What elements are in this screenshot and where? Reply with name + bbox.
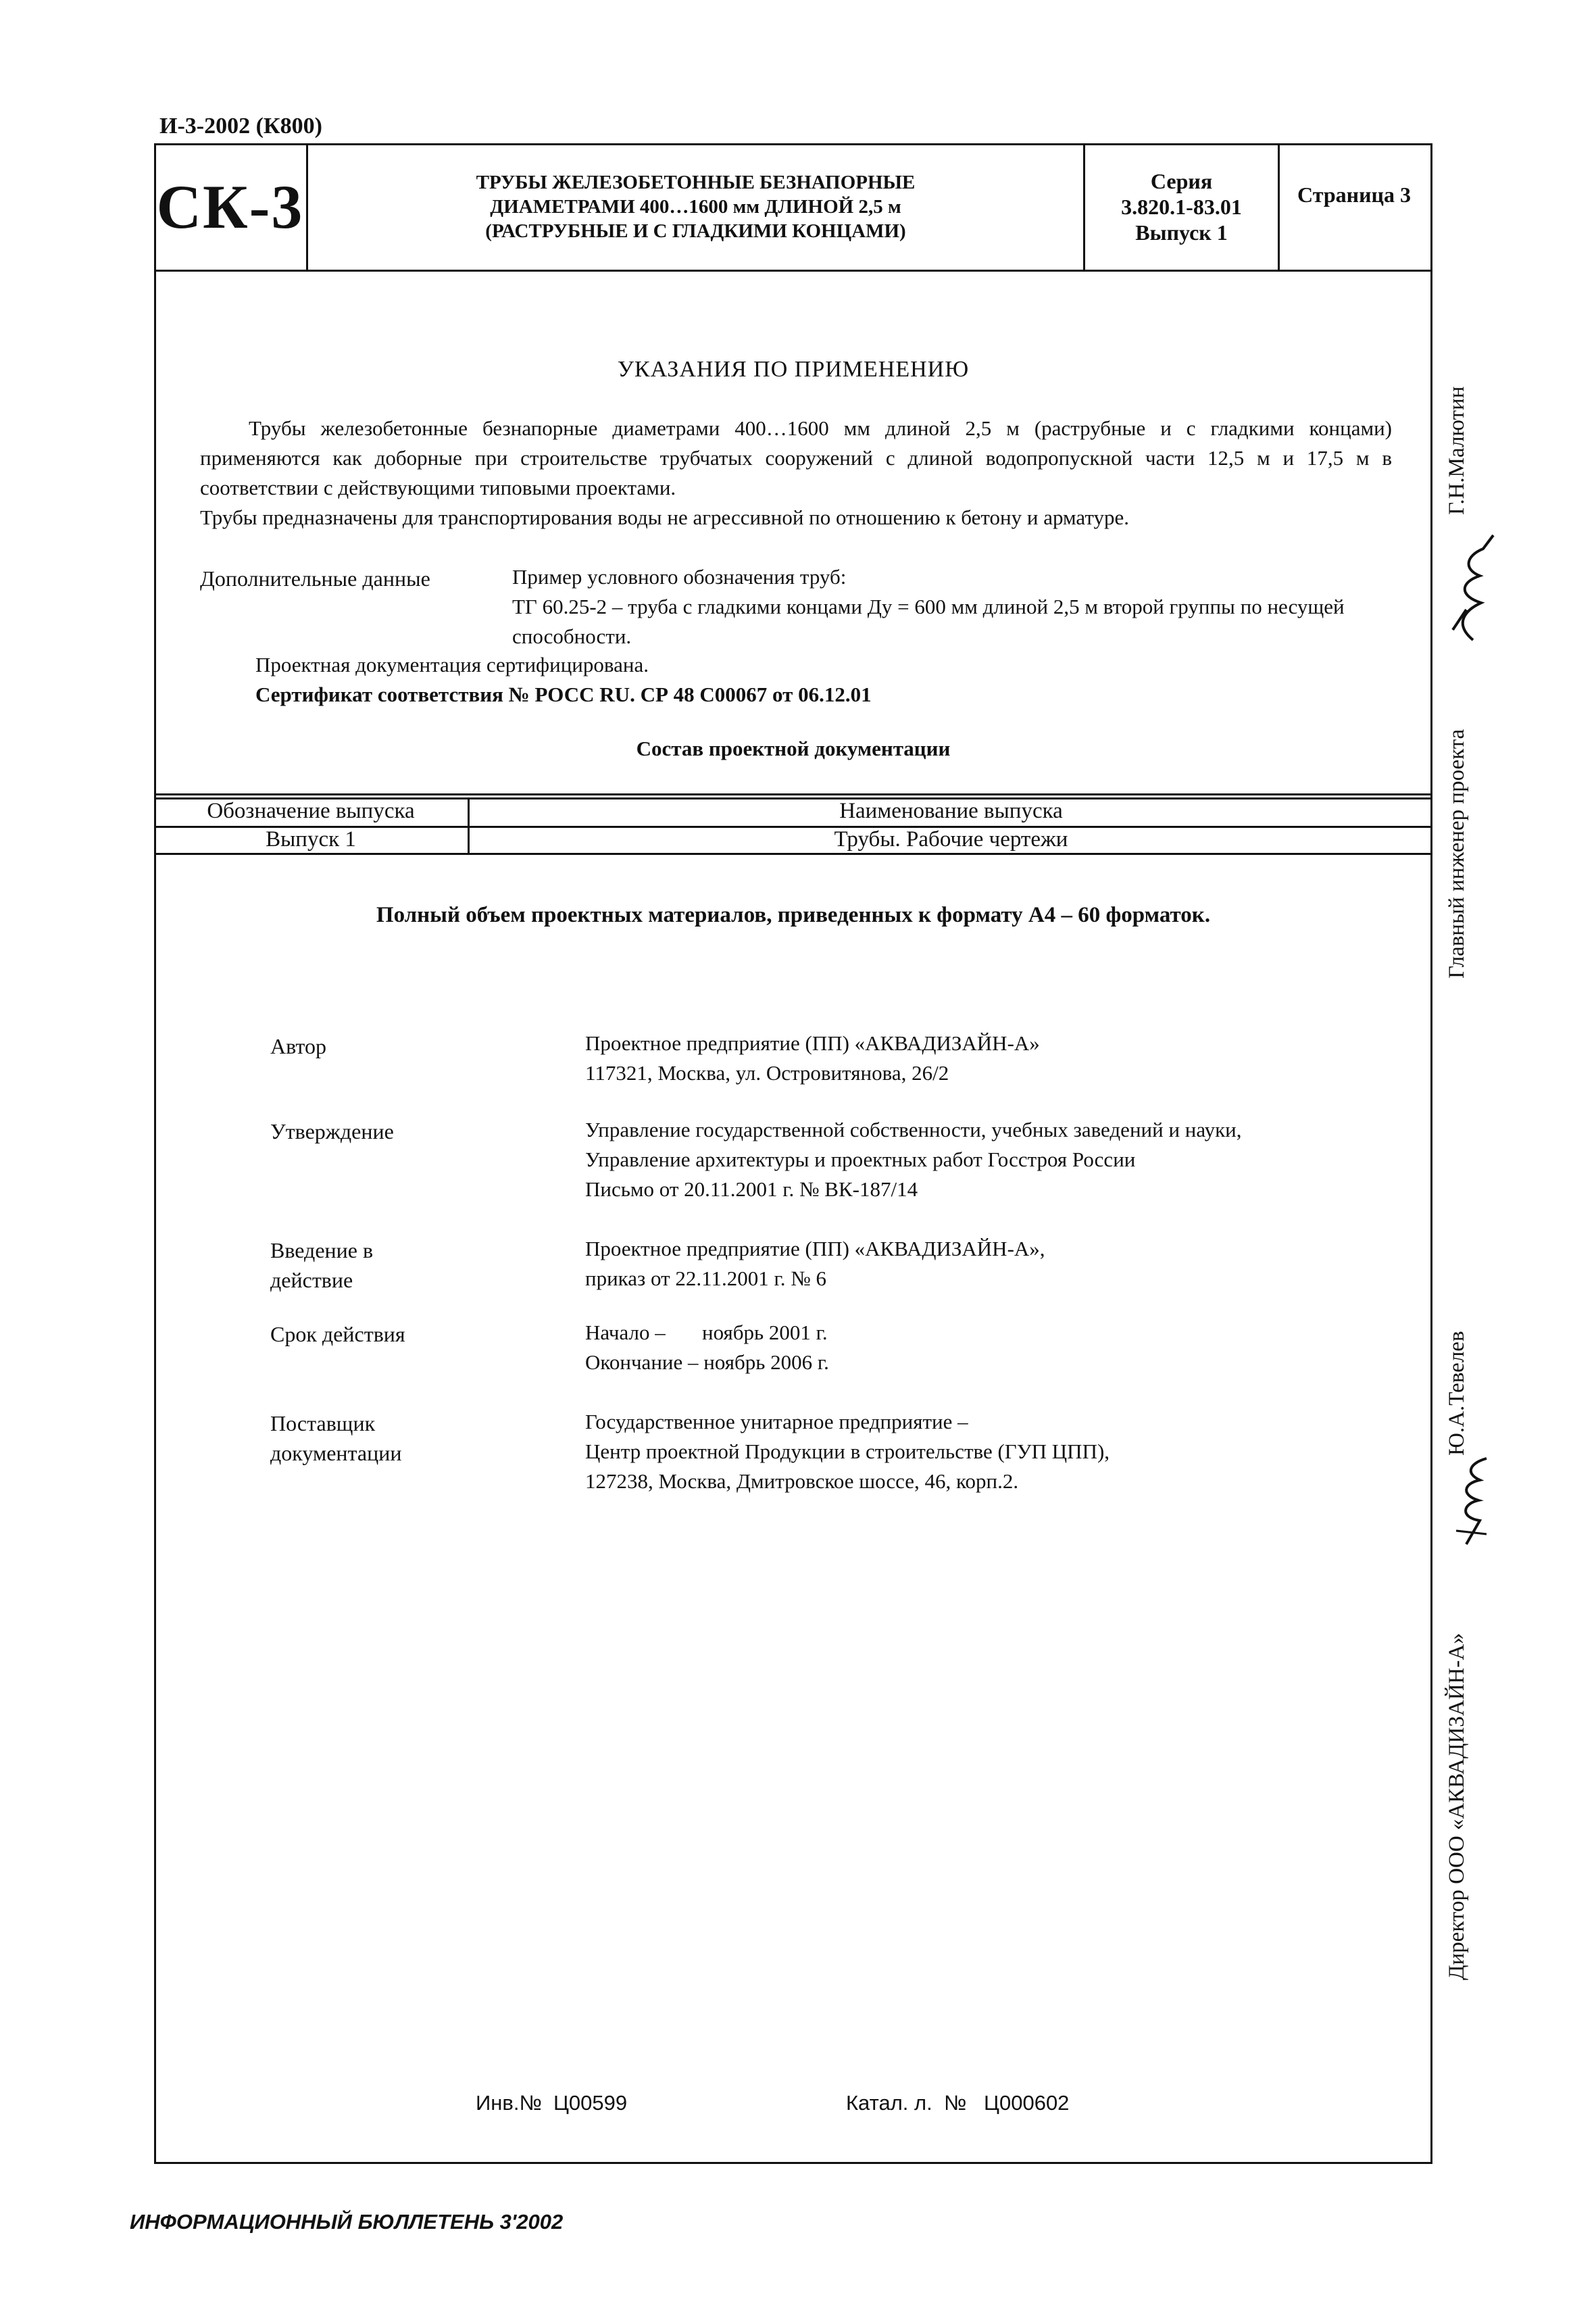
example-text: ТГ 60.25-2 – труба с гладкими концами Дy = 600 мм длиной 2,5 м второй группы по несущей способности. [512,595,1345,648]
title-line-2: ДИАМЕТРАМИ 400…1600 мм ДЛИНОЙ 2,5 м [490,195,901,218]
certificate-line: Сертификат соответствия № РОСС RU. СР 48 С00067 от 06.12.01 [255,683,872,706]
title-line-1: ТРУБЫ ЖЕЛЕЗОБЕТОННЫЕ БЕЗНАПОРНЫЕ [476,171,916,193]
table-header-name: Наименование выпуска [839,799,1063,823]
volume-note: Полный объем проектных материалов, приведенных к формату А4 – 60 форматок. [376,903,1211,927]
table-top-rule [154,793,1432,795]
title-line-3: (РАСТРУБНЫЕ И С ГЛАДКИМИ КОНЦАМИ) [485,220,906,242]
example-block [512,562,1404,651]
director-name: Ю.А.Тевелев [1445,1331,1469,1456]
author-line-2: 117321, Москва, ул. Островитянова, 26/2 [585,1061,949,1085]
series-cell [1085,143,1280,270]
title-block [154,143,1432,272]
intro-line-1: Проектное предприятие (ПП) «АКВАДИЗАЙН-А», [585,1237,1045,1260]
supplier-line-1: Государственное унитарное предприятие – [585,1410,968,1433]
chief-engineer-name: Г.Н.Малютин [1445,386,1469,515]
intro-line-2: приказ от 22.11.2001 г. № 6 [585,1266,827,1290]
page-number: Страница 3 [1297,182,1411,207]
author-label: Автор [270,1034,326,1058]
example-title: Пример условного обозначения труб: [512,565,847,589]
author-value [585,1029,1040,1088]
composition-title: Состав проектной документации [636,737,951,760]
document-code: И-3-2002 (К800) [159,114,322,139]
term-start: Начало – ноябрь 2001 г. [585,1321,828,1344]
issue-label: Выпуск 1 [1135,220,1228,245]
supplier-value [585,1407,1109,1496]
certified-note: Проектная документация сертифицирована. [255,653,649,676]
intro-label-line-2: действие [270,1268,353,1292]
document-title [308,143,1085,270]
table-bottom-rule [154,853,1432,855]
supplier-line-2: Центр проектной Продукции в строительстве (ГУП ЦПП), [585,1439,1110,1463]
table-header-designation: Обозначение выпуска [207,799,415,823]
intro-purpose: Трубы предназначены для транспортирования воды не агрессивной по отношению к бетону и арматуре. [200,506,1130,529]
supplier-label [270,1408,401,1468]
author-line-1: Проектное предприятие (ПП) «АКВАДИЗАЙН-А» [585,1031,1040,1055]
table-cell-issue: Выпуск 1 [266,827,356,852]
approval-value [585,1115,1241,1204]
intro-paragraph: Трубы железобетонные безнапорные диаметрами 400…1600 мм длиной 2,5 м (раструбные и с гладкими концами) применяются как доборные при строительстве трубчатых сооружений с длиной водопропускной части 12,5 м и 17,5 м в соответствии с действующими типовыми проектами. [200,416,1392,499]
series-label: Серия [1150,168,1213,193]
chief-engineer-label: Главный инженер проекта [1445,729,1469,979]
approval-line-3: Письмо от 20.11.2001 г. № ВК-187/14 [585,1177,918,1201]
term-value [585,1318,829,1377]
term-end: Окончание – ноябрь 2006 г. [585,1350,829,1374]
intro-label [270,1235,373,1295]
inventory-number: Инв.№ Ц00599 [476,2091,628,2115]
supplier-label-line-1: Поставщик [270,1411,376,1435]
intro-label-line-1: Введение в [270,1238,374,1262]
catalog-number: Катал. л. № Ц000602 [846,2091,1070,2115]
approval-label: Утверждение [270,1119,394,1143]
term-label: Срок действия [270,1322,405,1346]
approval-line-1: Управление государственной собственности, учебных заведений и науки, [585,1118,1242,1141]
section-title: УКАЗАНИЯ ПО ПРИМЕНЕНИЮ [617,357,970,382]
chief-engineer-signature [1446,528,1500,643]
director-label: Директор ООО «АКВАДИЗАЙН-А» [1445,1633,1469,1980]
supplier-label-line-2: документации [270,1441,402,1465]
table-cell-issue-name: Трубы. Рабочие чертежи [834,827,1068,852]
director-signature [1446,1453,1500,1548]
additional-label: Дополнительные данные [200,566,430,591]
approval-line-2: Управление архитектуры и проектных работ Госстроя России [585,1148,1136,1171]
catalog-code: СК-3 [154,143,308,270]
supplier-line-3: 127238, Москва, Дмитровское шоссе, 46, корп.2. [585,1469,1019,1493]
intro-value [585,1234,1045,1294]
series-value: 3.820.1-83.01 [1121,194,1242,219]
bulletin-footer: ИНФОРМАЦИОННЫЙ БЮЛЛЕТЕНЬ 3'2002 [130,2210,564,2234]
